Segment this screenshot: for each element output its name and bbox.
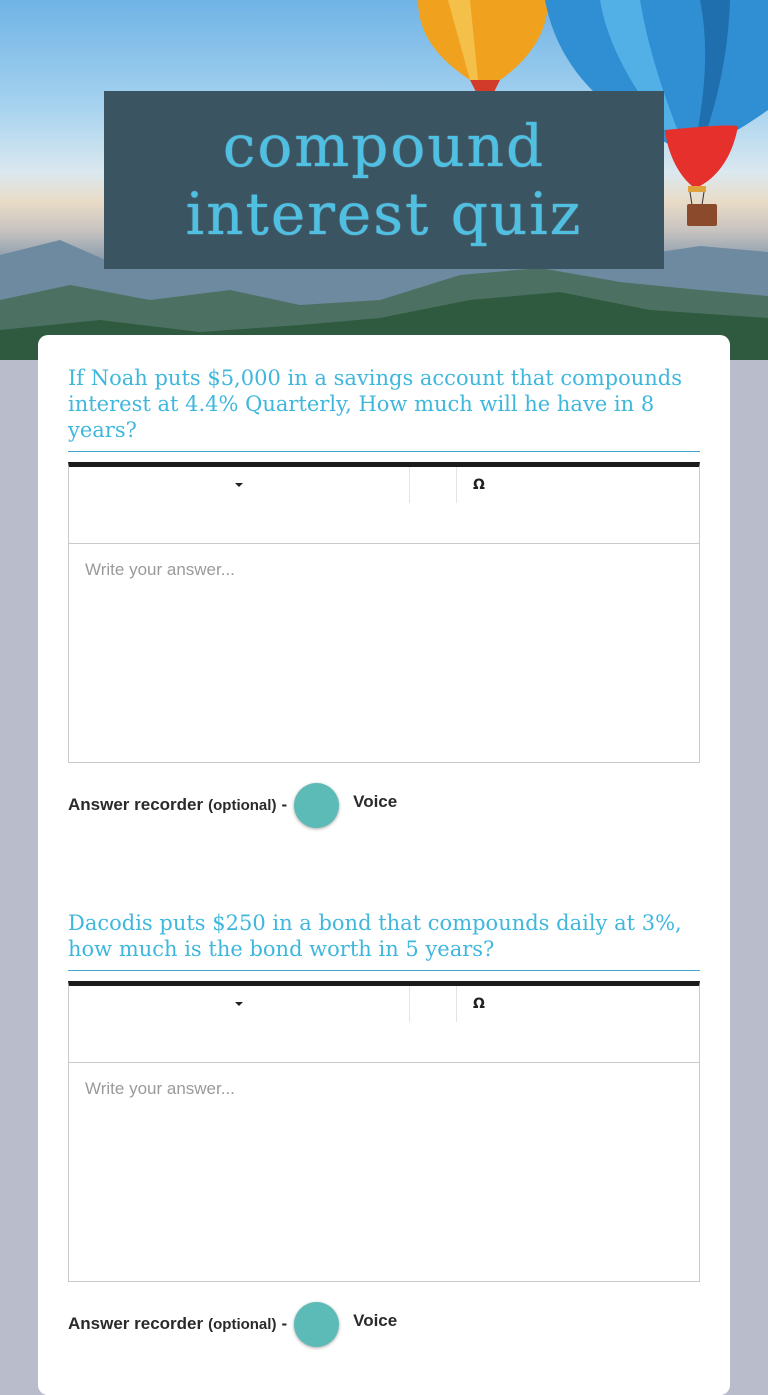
format-dropdown[interactable] [69, 467, 410, 503]
recorder-dash: - [281, 795, 288, 814]
voice-mode-label[interactable]: Voice [353, 792, 398, 811]
header-banner [0, 0, 768, 360]
question-block [68, 365, 700, 827]
toolbar-button[interactable] [410, 467, 457, 503]
voice-mode-label[interactable]: Voice [353, 1311, 398, 1330]
answer-textarea[interactable]: Write your answer... [85, 560, 235, 579]
quiz-card [38, 335, 730, 1395]
recorder-label: Answer recorder [68, 1314, 204, 1333]
question-text: Dacodis puts $250 in a bond that compounds daily at 3%, how much is the bond worth in 5 years? [68, 910, 700, 971]
answer-textarea[interactable]: Write your answer... [85, 1079, 235, 1098]
recorder-optional-label: (optional) [208, 796, 277, 814]
quiz-title-box [104, 91, 664, 269]
format-dropdown[interactable] [69, 986, 410, 1022]
recorder-label: Answer recorder [68, 795, 204, 814]
question-text: If Noah puts $5,000 in a savings account that compounds interest at 4.4% Quarterly, How much will he have in 8 years? [68, 365, 700, 452]
recorder-dash: - [281, 1314, 288, 1333]
question-block [68, 910, 700, 1346]
answer-recorder [68, 783, 700, 827]
answer-editor [68, 462, 700, 763]
chevron-down-icon [235, 483, 243, 487]
editor-toolbar [69, 467, 699, 544]
recorder-optional-label: (optional) [208, 1315, 277, 1333]
record-button[interactable] [294, 1302, 339, 1347]
special-characters-button[interactable]: Ω [473, 477, 485, 493]
editor-toolbar [69, 986, 699, 1063]
quiz-title-line-2: interest quiz [185, 180, 583, 248]
special-characters-button[interactable]: Ω [473, 996, 485, 1012]
answer-editor [68, 981, 700, 1282]
chevron-down-icon [235, 1002, 243, 1006]
toolbar-button[interactable] [410, 986, 457, 1022]
answer-recorder [68, 1302, 700, 1346]
quiz-title-line-1: compound [222, 112, 546, 180]
record-button[interactable] [294, 783, 339, 828]
